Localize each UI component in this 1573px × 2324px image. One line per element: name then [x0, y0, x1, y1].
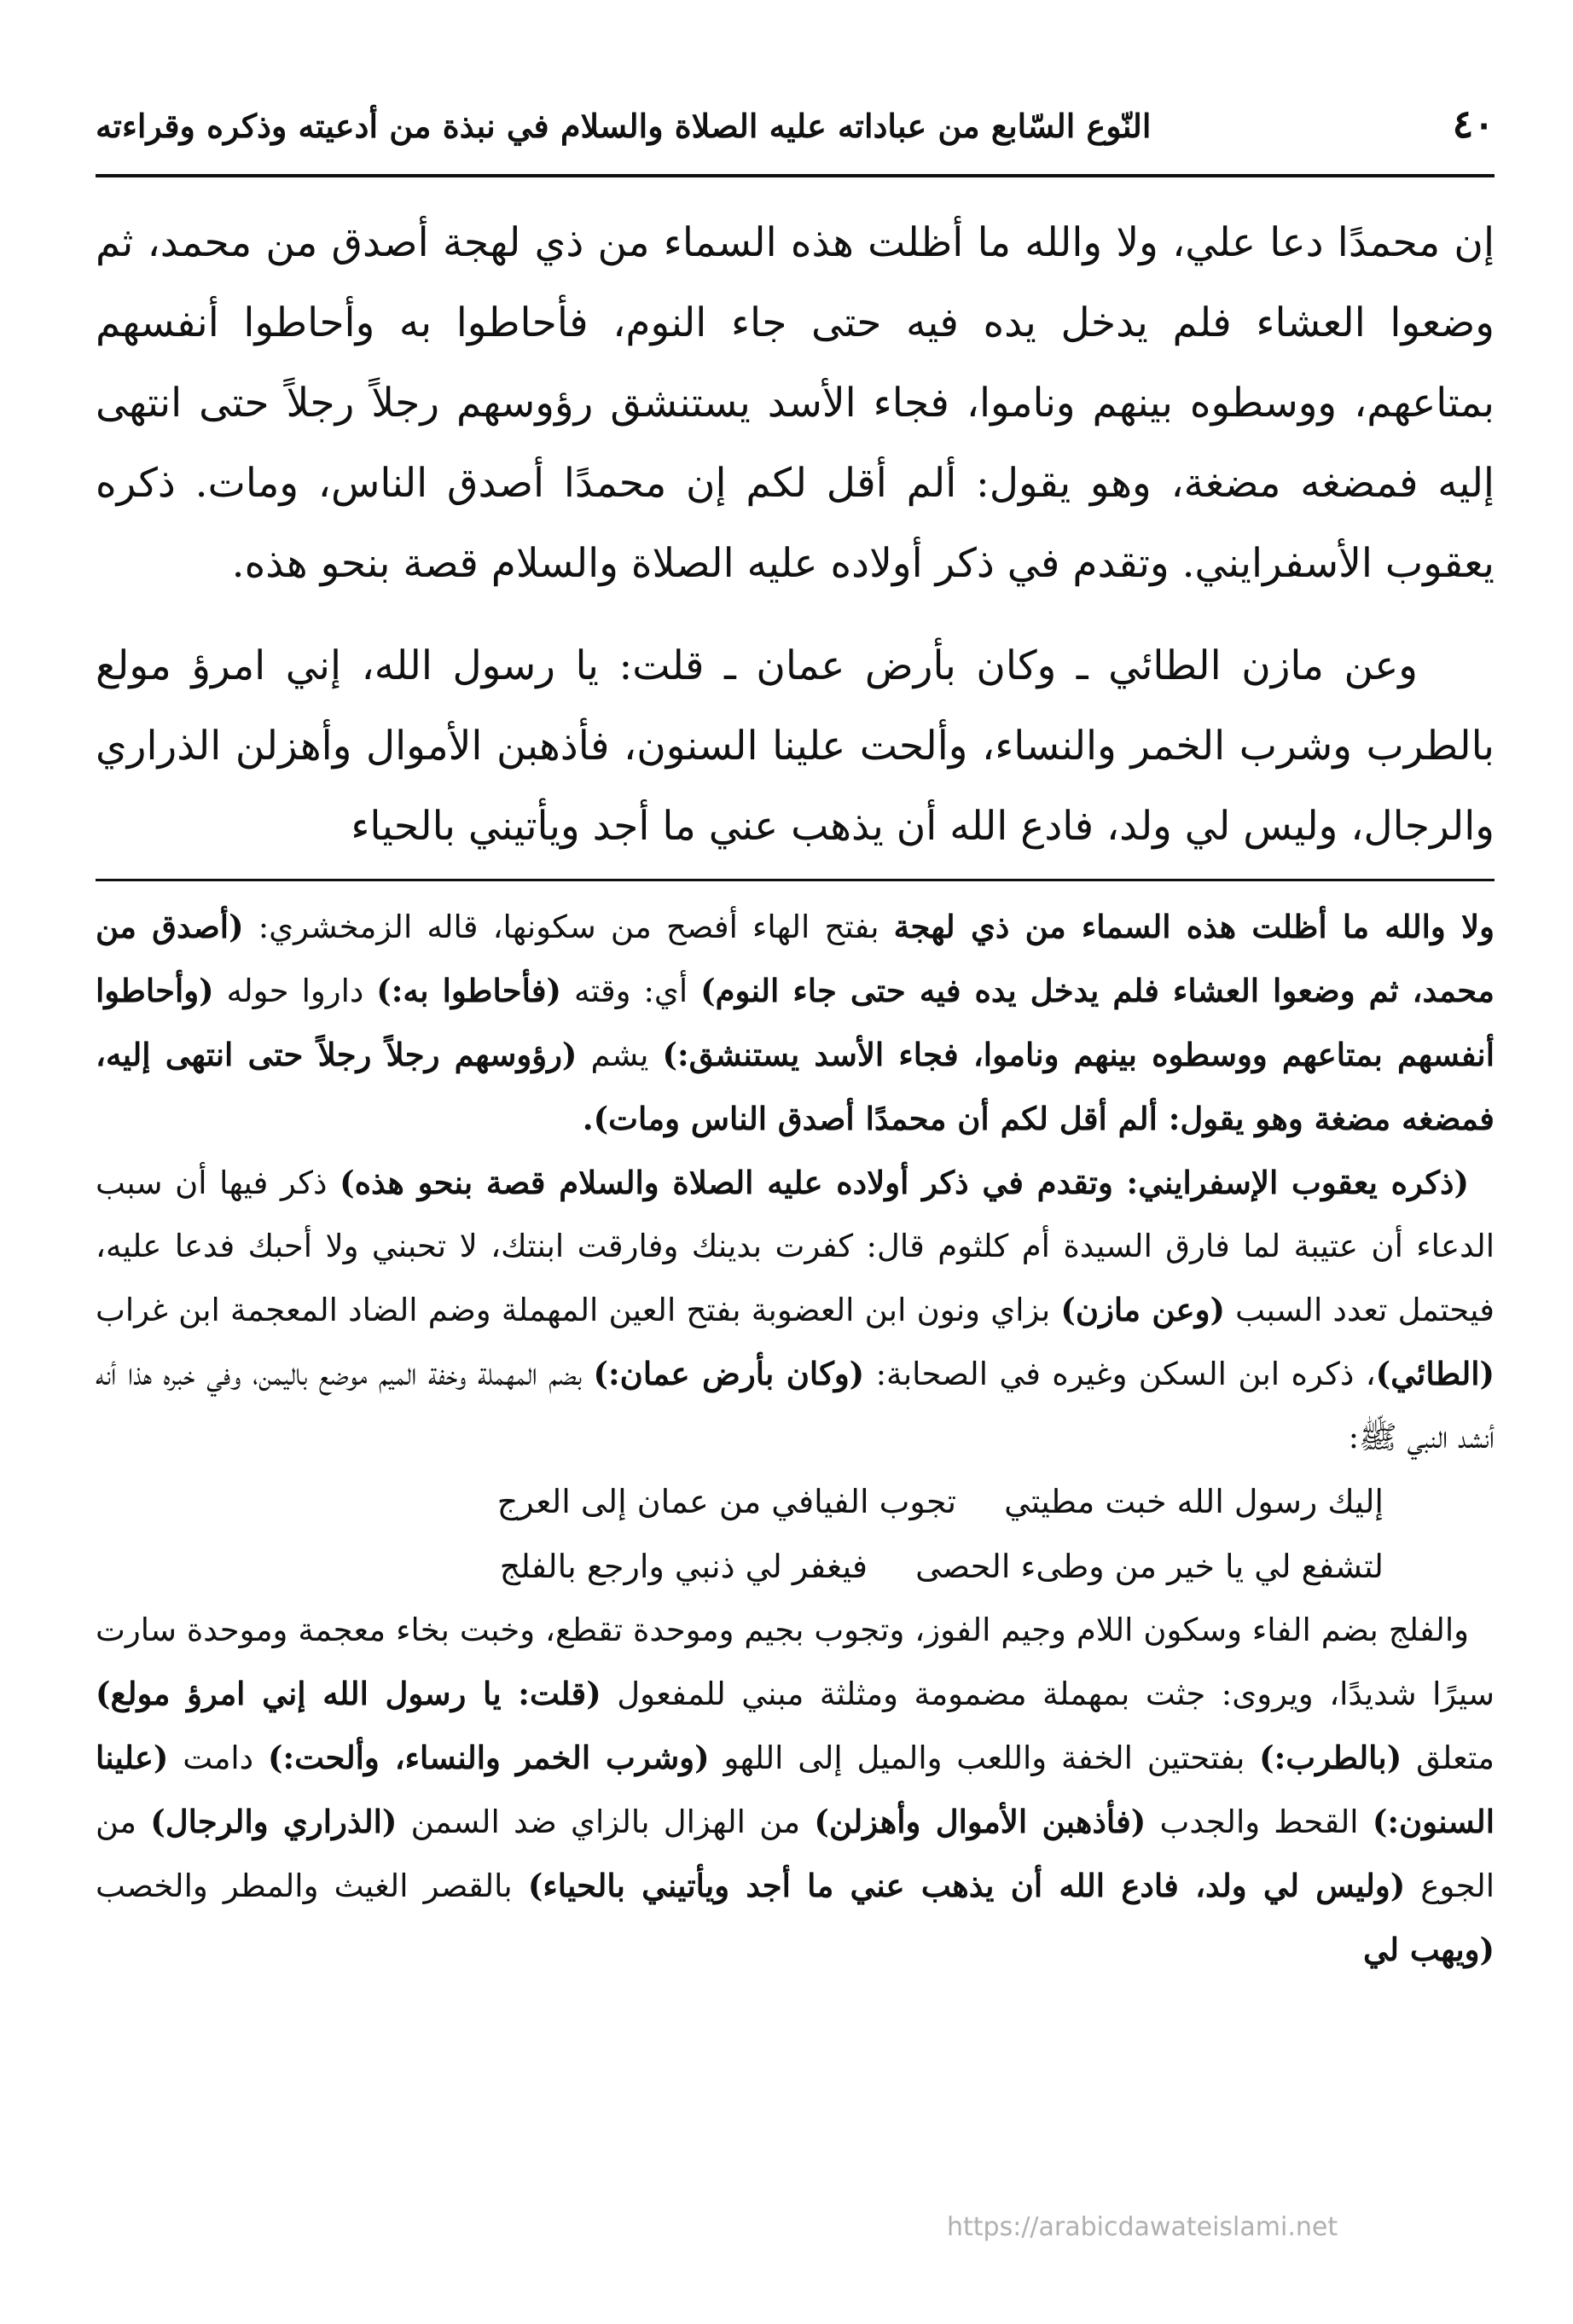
quoted-text: (وكان بأرض عمان:): [593, 1355, 865, 1392]
quoted-text: (الطائي): [1375, 1355, 1495, 1392]
explanation-text: بزاي ونون ابن العضوبة بفتح العين المهملة وضم الضاد المعجمة ابن غراب: [96, 1292, 1061, 1328]
explanation-text: أي: وقته: [561, 973, 701, 1009]
explanation-text: داروا حوله: [213, 973, 377, 1009]
explanation-text: من الجوع: [96, 1804, 1495, 1904]
explanation-text: متعلق: [1402, 1740, 1495, 1776]
explanation-text: بفتح الهاء أفصح من سكونها، قاله الزمخشري:: [243, 909, 894, 945]
explanation-text: القحط والجدب: [1146, 1804, 1373, 1840]
commentary-paragraph-1: [96, 895, 1495, 1151]
quoted-text: (وشرب الخمر والنساء، وألحت:): [267, 1739, 710, 1776]
footnote-separator: [96, 879, 1495, 881]
explanation-text: والفلج بضم الفاء وسكون اللام وجيم الفوز، وتجوب بجيم وموحدة تقطع، وخبت بخاء معجمة وموحدة سارت سيرًا شديدًا، ويروى: جثت بمهملة مضمومة ومثلثة مبني للمفعول: [96, 1612, 1495, 1712]
main-paragraph-1: إن محمدًا دعا علي، ولا والله ما أظلت هذه السماء من ذي لهجة أصدق من محمد، ثم وضعوا العشاء فلم يدخل يده فيه حتى جاء النوم، فأحاطوا به وأحاطوا أنفسهم بمتاعهم، ووسطوه بينهم وناموا، فجاء الأسد يستنشق رؤوسهم رجلاً رجلاً حتى انتهى إليه فمضغه مضغة، وهو يقول: ألم أقل لكم إن محمدًا أصدق الناس، ومات. ذكره يعقوب الأسفرايني. وتقدم في ذكر أولاده عليه الصلاة والسلام قصة بنحو هذه.: [96, 219, 1495, 587]
chapter-title: النّوع السّابع من عباداته عليه الصلاة والسلام في نبذة من أدعيته وذكره وقراءته: [96, 107, 1152, 145]
explanation-text: ، ذكره ابن السكن وغيره في الصحابة:: [864, 1356, 1376, 1392]
explanation-text: بفتحتين الخفة واللعب والميل إلى اللهو: [709, 1740, 1260, 1776]
main-paragraph-2: وعن مازن الطائي ـ وكان بأرض عمان ـ قلت: يا رسول الله، إني امرؤ مولع بالطرب وشرب الخمر والنساء، وألحت علينا السنون، فأذهبن الأموال وأهزلن الذراري والرجال، وليس لي ولد، فادع الله أن يذهب عني ما أجد ويأتيني بالحياء: [96, 642, 1495, 850]
poem-verse-2: [96, 1534, 1495, 1599]
quoted-text: (رؤوسهم رجلاً رجلاً حتى انتهى إليه، فمضغه مضغة وهو يقول: ألم أقل لكم أن محمدًا أصدق الناس ومات).: [96, 1036, 1495, 1137]
watermark-url: https://arabicdawateislami.net: [947, 2212, 1338, 2242]
quoted-text: (فأحاطوا به:): [376, 972, 562, 1009]
poem-verse-1: [96, 1469, 1495, 1534]
commentary-paragraph-3: [96, 1599, 1495, 1982]
quoted-text: (ويهب لي: [1362, 1931, 1495, 1968]
quoted-text: (قلت: يا رسول الله إني امرؤ مولع): [96, 1675, 601, 1712]
explanation-text: بضم المهملة وخفة الميم موضع باليمن، وفي خبره هذا أنه أنشد النبي ﷺ:: [96, 1356, 1495, 1455]
main-text: [96, 203, 1495, 867]
book-page: [96, 101, 1495, 1982]
quoted-text: (أصدق من محمد، ثم وضعوا العشاء فلم يدخل يده فيه حتى جاء النوم): [96, 908, 1495, 1009]
verse-hemistich: فيغفر لي ذنبي وارجع بالفلج: [499, 1548, 868, 1585]
quoted-text: (بالطرب:): [1259, 1739, 1402, 1776]
running-header: [96, 101, 1495, 177]
verse-hemistich: تجوب الفيافي من عمان إلى العرج: [496, 1483, 957, 1520]
quoted-text: (وأحاطوا أنفسهم بمتاعهم ووسطوه بينهم وناموا، فجاء الأسد يستنشق:): [96, 972, 1495, 1073]
explanation-text: من الهزال بالزاي ضد السمن: [397, 1804, 815, 1840]
quoted-text: ولا والله ما أظلت هذه السماء من ذي لهجة: [893, 908, 1495, 945]
verse-hemistich: لتشفع لي يا خير من وطىء الحصى: [915, 1548, 1384, 1585]
quoted-text: (وعن مازن): [1060, 1291, 1225, 1328]
explanation-text: دامت: [168, 1740, 268, 1776]
explanation-text: بالقصر الغيث والمطر والخصب: [96, 1868, 528, 1904]
quoted-text: (علينا السنون:): [96, 1739, 1495, 1840]
verse-hemistich: إليك رسول الله خبت مطيتي: [1004, 1483, 1384, 1520]
quoted-text: (فأذهبن الأموال وأهزلن): [814, 1803, 1146, 1840]
quoted-text: (وليس لي ولد، فادع الله أن يذهب عني ما أجد ويأتيني بالحياء): [527, 1867, 1406, 1904]
page-number: ٤٠: [1452, 101, 1495, 147]
quoted-text: (ذكره يعقوب الإسفرايني: وتقدم في ذكر أولاده عليه الصلاة والسلام قصة بنحو هذه): [340, 1164, 1469, 1201]
explanation-text: يشم: [577, 1037, 663, 1073]
commentary-paragraph-2: [96, 1151, 1495, 1469]
commentary: [96, 895, 1495, 1982]
quoted-text: (الذراري والرجال): [150, 1803, 398, 1840]
explanation-text: ذكر فيها أن سبب الدعاء أن عتيبة لما فارق السيدة أم كلثوم قال: كفرت بدينك وفارقت ابنتك، لا تحبني ولا أحبك فدعا عليه، فيحتمل تعدد السبب: [96, 1165, 1495, 1328]
